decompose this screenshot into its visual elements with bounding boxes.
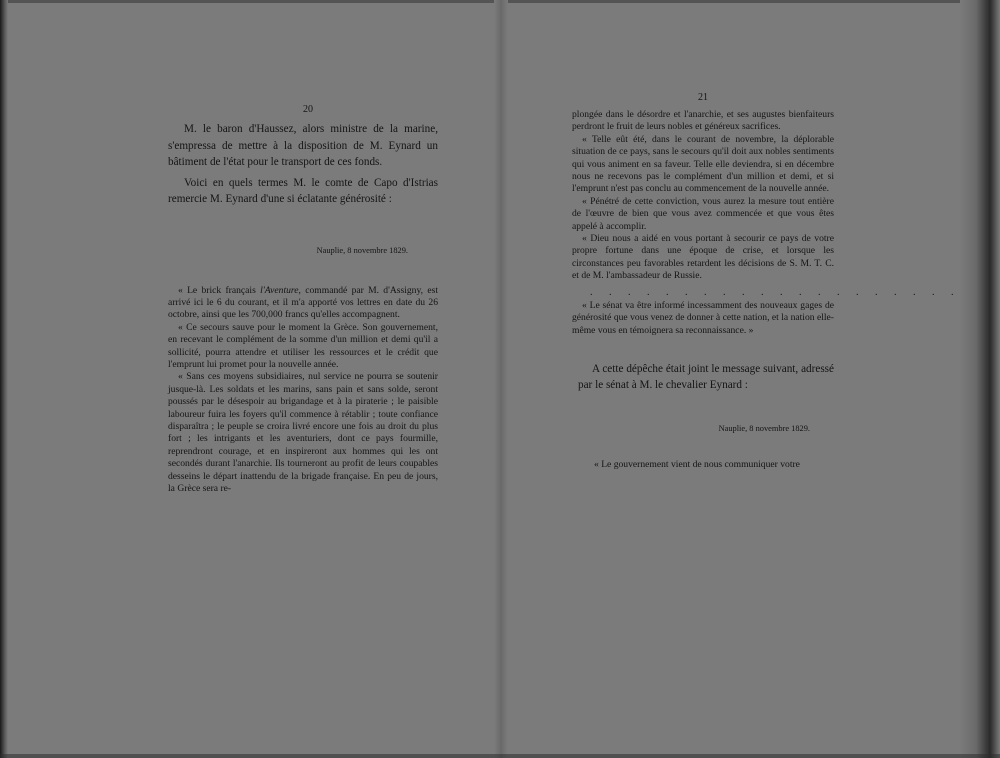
page-number-left: 20 bbox=[303, 104, 313, 115]
letter-text: , commandé par M. d'Assigny, est arrivé ici le 6 du courant, et il m'a apporté vos lettres en date du 26 octobre, ainsi que les 700,000 francs qu'elles accompagnent. bbox=[168, 284, 438, 321]
letter-paragraph-secours: « Ce secours sauve pour le moment la Grèce. Son gouvernement, en recevant le complément de la somme d'un million et demi qu'il a sollicité, pourra attendre et utiliser les ressources et le crédit que l'emprunt lui promet pour la nouvelle année. bbox=[168, 321, 438, 370]
letter-paragraph-subsidiaires: « Sans ces moyens subsidiaires, nul service ne pourra se soutenir jusque-là. Les soldats et les marins, sans pain et sans solde, seront poussés par le désespoir au brigandage et à la piraterie ; le paisible laboureur fuira les foyers qu'il commence à rétablir ; toute confiance disparaîtra ; le peuple se croira livré encore une fois au droit du plus fort ; les intrigants et les aventuriers, dont ce pays fourmille, reprendront courage, et en inspireront aux hommes qui les ont secondés durant l'anarchie. Ils tourneront au profit de leurs coupables desseins le départ inattendu de la brigade française. En peu de jours, la Grèce sera re- bbox=[168, 371, 438, 494]
letter-paragraph-anarchie: plongée dans le désordre et l'anarchie, et ses augustes bienfaiteurs perdront le fruit de leurs nobles et généreux sacrifices. bbox=[572, 109, 834, 133]
right-page bbox=[572, 92, 961, 471]
letter-text: « Le brick français bbox=[178, 284, 261, 296]
paragraph-haussez: M. le baron d'Haussez, alors ministre de la marine, s'empressa de mettre à la disposition de M. Eynard un bâtiment de l'état pour le transport de ces fonds. bbox=[168, 123, 438, 168]
message-first-line: « Le gouvernement vient de nous communiquer votre bbox=[594, 458, 800, 470]
ship-name: l'Aventure bbox=[260, 284, 299, 296]
left-page bbox=[168, 104, 438, 495]
paragraph-depeche: A cette dépêche était joint le message suivant, adressé par le sénat à M. le chevalier Eynard : bbox=[578, 362, 834, 392]
page-number-right: 21 bbox=[698, 92, 708, 103]
letter-paragraph-novembre: « Telle eût été, dans le courant de novembre, la déplorable situation de ce pays, sans le secours qu'il doit aux nobles sentiments qui vous animent en sa faveur. Telle elle deviendra, si en décembre nous ne recevons pas le complément d'un million et demi, et si l'emprunt n'est pas conclu au commencement de la nouvelle année. bbox=[572, 133, 834, 195]
page-edge-left bbox=[0, 0, 8, 758]
message-intro-block bbox=[572, 361, 834, 394]
ellipsis-line: . . . . . . . . . . . . . . . . . . . . bbox=[590, 286, 961, 298]
book-gutter bbox=[494, 0, 508, 758]
paragraph-capo-distrias: Voici en quels termes M. le comte de Capo d'Istrias remercie M. Eynard d'une si éclatante générosité : bbox=[168, 176, 438, 205]
letter-paragraph-dieu: « Dieu nous a aidé en vous portant à secourir ce pays de votre propre fortune dans une époque de crise, et lorsque les circonstances peu favorables retardent les décisions de S. M. T. C. et de M. l'ambassadeur de Russie. bbox=[572, 233, 834, 282]
letter-paragraph-brick bbox=[168, 285, 438, 322]
letter-paragraph-conviction: « Pénétré de cette conviction, vous aurez la mesure tout entière de l'œuvre de bien que vous avez commencée et que vous êtes appelé à accomplir. bbox=[572, 195, 834, 232]
page-edge-right bbox=[960, 0, 1000, 758]
page-edge-bottom bbox=[0, 754, 1000, 758]
message-dateline: Nauplie, 8 novembre 1829. bbox=[718, 423, 810, 433]
letter-paragraph-senat: « Le sénat va être informé incessamment des nouveaux gages de générosité que vous venez de donner à cette nation, et la nation elle-même vous en témoignera sa reconnaissance. » bbox=[572, 299, 834, 336]
letter-dateline: Nauplie, 8 novembre 1829. bbox=[316, 245, 408, 255]
